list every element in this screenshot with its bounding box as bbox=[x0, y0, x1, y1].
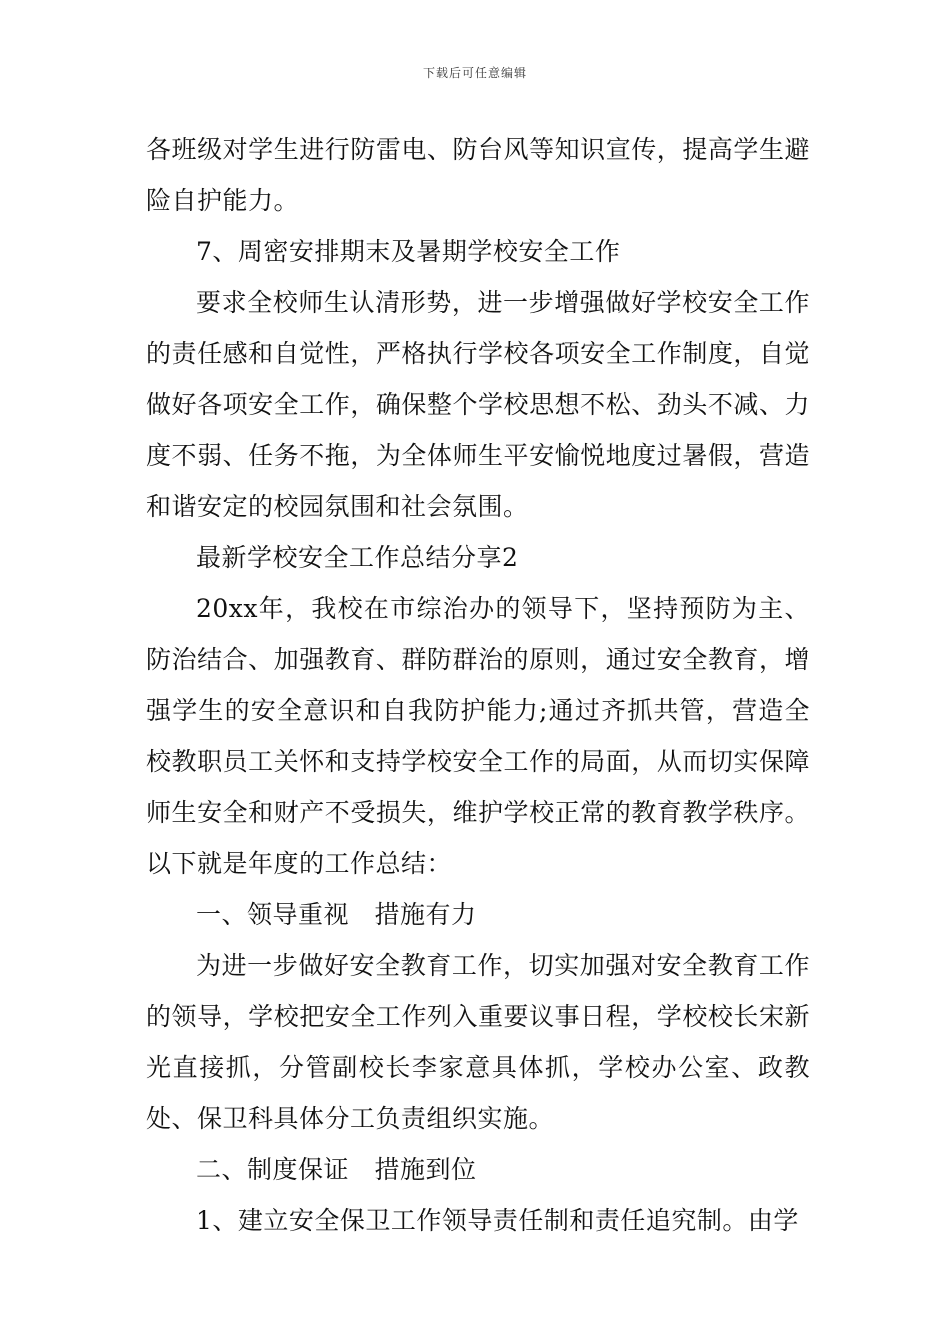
paragraph: 为进一步做好安全教育工作，切实加强对安全教育工作的领导，学校把安全工作列入重要议事日程，学校校长宋新光直接抓，分管副校长李家意具体抓，学校办公室、政教处、保卫科具体分工负责组织实施。 bbox=[146, 951, 810, 1133]
paragraph-heading: 二、制度保证 措施到位 bbox=[196, 1155, 477, 1184]
section-title: 最新学校安全工作总结分享2 bbox=[196, 543, 519, 572]
paragraph: 要求全校师生认清形势，进一步增强做好学校安全工作的责任感和自觉性，严格执行学校各项安全工作制度，自觉做好各项安全工作，确保整个学校思想不松、劲头不减、力度不弱、任务不拖，为全体师生平安愉悦地度过暑假，营造和谐安定的校园氛围和社会氛围。 bbox=[146, 288, 810, 521]
page-header: 下载后可任意编辑 bbox=[422, 66, 527, 80]
paragraph-heading: 7、周密安排期末及暑期学校安全工作 bbox=[196, 237, 621, 266]
paragraph: 各班级对学生进行防雷电、防台风等知识宣传，提高学生避险自护能力。 bbox=[146, 135, 810, 215]
paragraph: 1、建立安全保卫工作领导责任制和责任追究制。由学 bbox=[196, 1206, 799, 1235]
paragraph: 20xx年，我校在市综治办的领导下，坚持预防为主、防治结合、加强教育、群防群治的原则，通过安全教育，增强学生的安全意识和自我防护能力;通过齐抓共管，营造全校教职员工关怀和支持学校安全工作的局面，从而切实保障师生安全和财产不受损失，维护学校正常的教育教学秩序。以下就是年度的工作总结： bbox=[146, 594, 810, 878]
document-body bbox=[146, 124, 810, 1246]
paragraph-heading: 一、领导重视 措施有力 bbox=[196, 900, 477, 929]
